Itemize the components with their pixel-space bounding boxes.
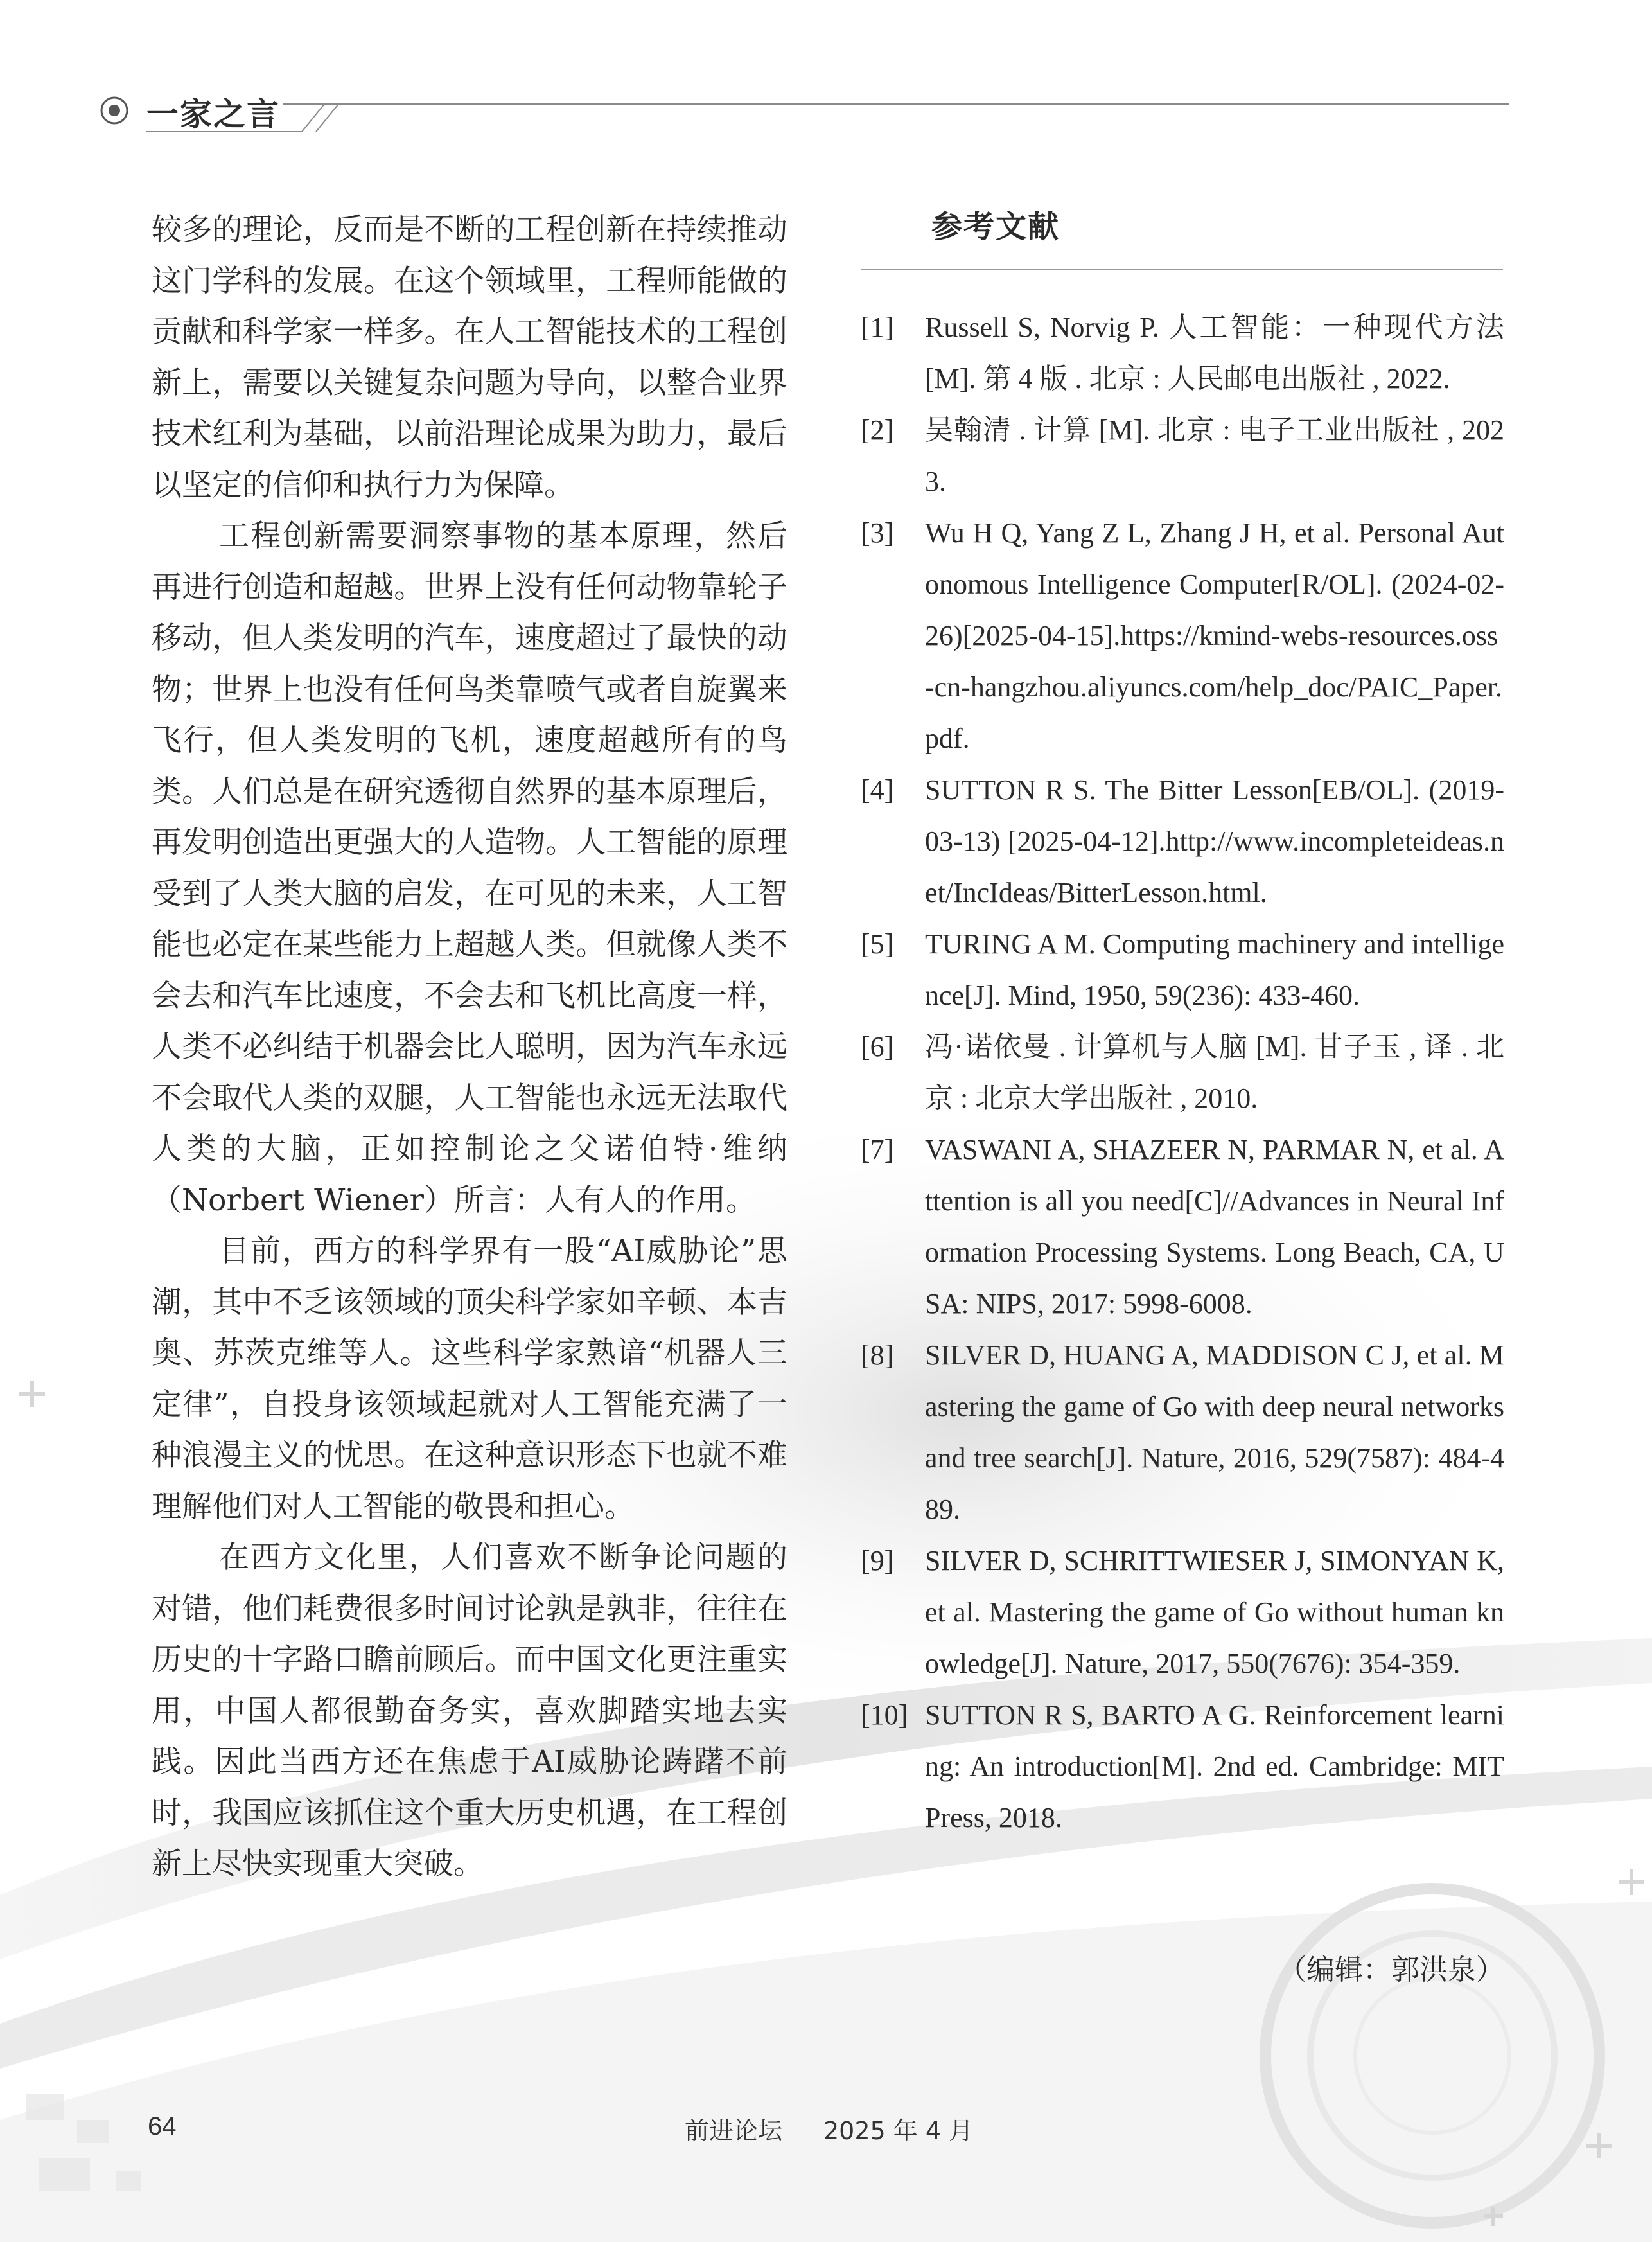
paragraph: 工程创新需要洞察事物的基本原理，然后再进行创造和超越。世界上没有任何动物靠轮子移动，但人类发明的汽车，速度超过了最快的动物；世界上也没有任何鸟类靠喷气或者自旋翼来飞行，但人类发明的飞机，速度超越所有的鸟类。人们总是在研究透彻自然界的基本原理后，再发明创造出更强大的人造物。人工智能的原理受到了人类大脑的启发，在可见的未来，人工智能也必定在某些能力上超越人类。但就像人类不会去和汽车比速度，不会去和飞机比高度一样，人类不必纠结于机器会比人聪明，因为汽车永远不会取代人类的双腿，人工智能也永远无法取代人类的大脑，正如控制论之父诺伯特·维纳（Norbert Wiener）所言：人有人的作用。 — [152, 518, 787, 1218]
reference-item — [861, 1021, 1504, 1124]
reference-text: SUTTON R S. The Bitter Lesson[EB/OL]. (2019-03-13) [2025-04-12].http://www.incompleteideas.net/IncIdeas/BitterLesson.html. — [925, 774, 1504, 908]
references-divider — [861, 269, 1503, 270]
reference-number: [10] — [861, 1699, 908, 1731]
paragraph: 较多的理论，反而是不断的工程创新在持续推动这门学科的发展。在这个领域里，工程师能做的贡献和科学家一样多。在人工智能技术的工程创新上，需要以关键复杂问题为导向，以整合业界技术红利为基础，以前沿理论成果为助力，最后以坚定的信仰和执行力为保障。 — [152, 212, 787, 503]
reference-text: SUTTON R S, BARTO A G. Reinforcement learning: An introduction[M]. 2nd ed. Cambridge: MIT Press, 2018. — [925, 1699, 1504, 1833]
reference-number: [9] — [861, 1545, 894, 1576]
header-decoration — [96, 84, 1509, 148]
reference-text: Russell S, Norvig P. 人工智能：一种现代方法 [M]. 第 4 版 . 北京 : 人民邮电出版社 , 2022. — [925, 312, 1504, 394]
reference-number: [1] — [861, 312, 894, 343]
references-list — [861, 302, 1504, 1844]
reference-number: [2] — [861, 414, 894, 446]
page-header — [96, 84, 1509, 148]
page-number: 64 — [148, 2112, 177, 2140]
editor-note: （编辑：郭洪泉） — [1278, 1954, 1504, 1986]
reference-text: SILVER D, SCHRITTWIESER J, SIMONYAN K, et al. Mastering the game of Go without human knowledge[J]. Nature, 2017, 550(7676): 354-359. — [925, 1545, 1504, 1679]
reference-text: TURING A M. Computing machinery and intelligence[J]. Mind, 1950, 59(236): 433-460. — [925, 928, 1504, 1011]
reference-number: [8] — [861, 1339, 894, 1371]
reference-item — [861, 764, 1504, 919]
reference-text: 吴翰清 . 计算 [M]. 北京 : 电子工业出版社 , 2023. — [925, 414, 1504, 497]
reference-item — [861, 508, 1504, 764]
references-title: 参考文献 — [931, 209, 1060, 245]
reference-number: [5] — [861, 928, 894, 960]
body-text-column — [152, 204, 787, 1890]
reference-number: [7] — [861, 1134, 894, 1165]
issue-date: 2025 年 4 月 — [823, 2117, 974, 2145]
paragraph: 在西方文化里，人们喜欢不断争论问题的对错，他们耗费很多时间讨论孰是孰非，往往在历史的十字路口瞻前顾后。而中国文化更注重实用，中国人都很勤奋务实，喜欢脚踏实地去实践。因此当西方还在焦虑于AI威胁论踌躇不前时，我国应该抓住这个重大历史机遇，在工程创新上尽快实现重大突破。 — [152, 1540, 787, 1882]
reference-number: [4] — [861, 774, 894, 806]
reference-item — [861, 302, 1504, 405]
reference-text: SILVER D, HUANG A, MADDISON C J, et al. Mastering the game of Go with deep neural networks and tree search[J]. Nature, 2016, 529(7587): 484-489. — [925, 1339, 1504, 1525]
reference-text: VASWANI A, SHAZEER N, PARMAR N, et al. Attention is all you need[C]//Advances in Neural Information Processing Systems. Long Beach, CA, USA: NIPS, 2017: 5998-6008. — [925, 1134, 1504, 1320]
reference-item — [861, 405, 1504, 508]
reference-item — [861, 1535, 1504, 1690]
reference-number: [6] — [861, 1031, 894, 1063]
reference-text: 冯·诺依曼 . 计算机与人脑 [M]. 甘子玉 , 译 . 北京 : 北京大学出版社 , 2010. — [925, 1031, 1504, 1114]
paragraph: 目前，西方的科学界有一股“AI威胁论”思潮，其中不乏该领域的顶尖科学家如辛顿、本吉奥、苏茨克维等人。这些科学家熟谙“机器人三定律”，自投身该领域起就对人工智能充满了一种浪漫主义的忧思。在这种意识形态下也就不难理解他们对人工智能的敬畏和担心。 — [152, 1233, 787, 1524]
reference-item — [861, 919, 1504, 1021]
reference-number: [3] — [861, 517, 894, 549]
reference-item — [861, 1690, 1504, 1844]
reference-item — [861, 1124, 1504, 1330]
reference-item — [861, 1330, 1504, 1535]
section-title: 一家之言 — [146, 95, 280, 133]
publication-name: 前进论坛 — [685, 2117, 783, 2145]
reference-text: Wu H Q, Yang Z L, Zhang J H, et al. Personal Autonomous Intelligence Computer[R/OL]. (2024-02-26)[2025-04-15].https://kmind-webs-resources.oss-cn-hangzhou.aliyuncs.com/help_doc/PAIC_Paper.pdf. — [925, 517, 1504, 754]
